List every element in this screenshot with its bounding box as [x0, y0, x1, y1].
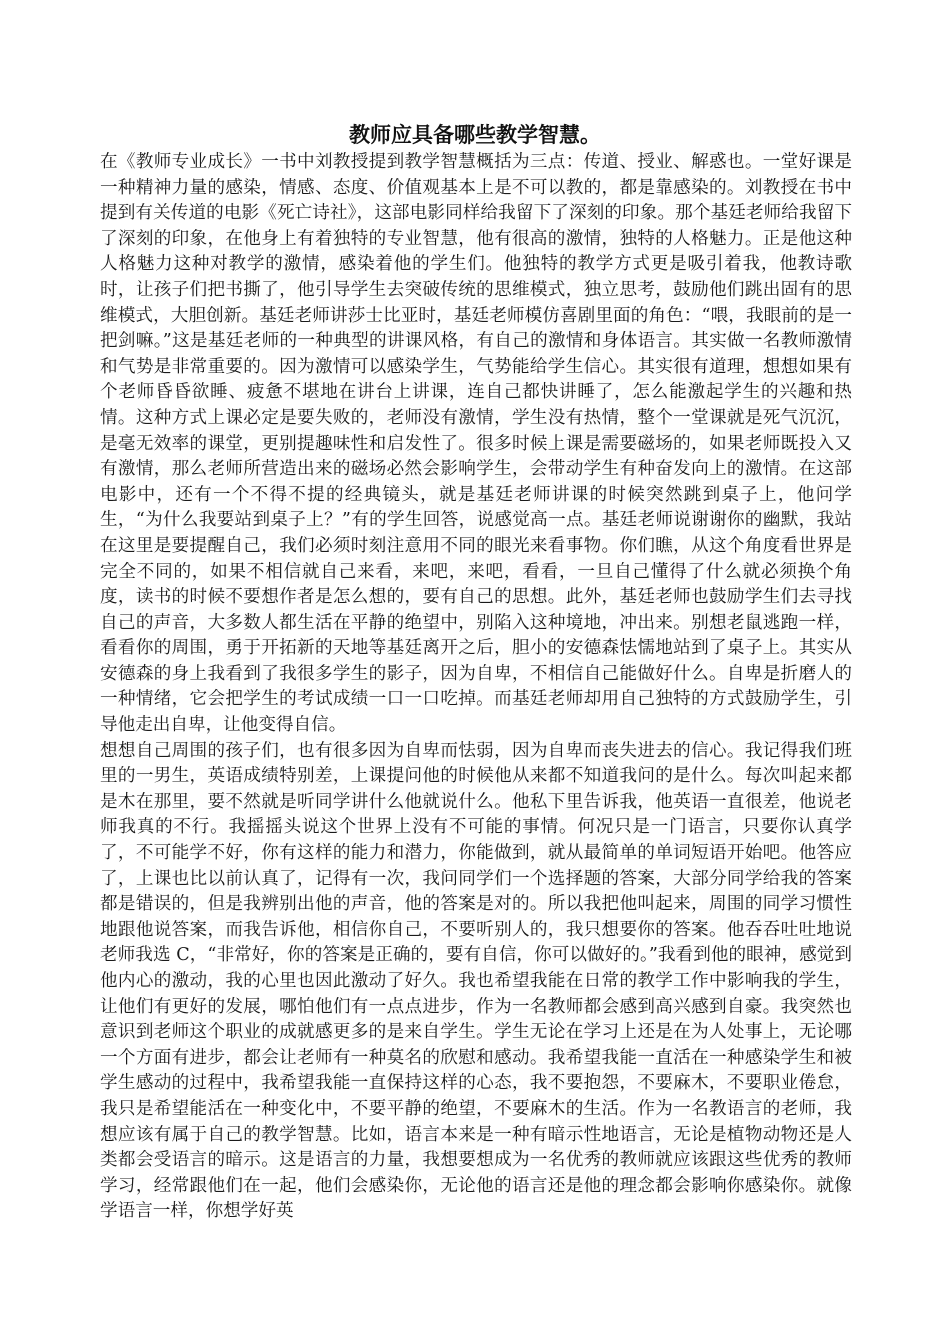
body-paragraph-2: 想想自己周围的孩子们，也有很多因为自卑而怯弱，因为自卑而丧失进去的信心。我记得我们班里的一男生，英语成绩特别差，上课提问他的时候他从来都不知道我问的是什么。每次叫起来都是木在那里，要不然就是听同学讲什么他就说什么。他私下里告诉我，他英语一直很差，他说老师我真的不行。我摇摇头说这个世界上没有不可能的事情。何况只是一门语言，只要你认真学了，不可能学不好，你有这样的能力和潜力，你能做到，就从最简单的单词短语开始吧。他答应了，上课也比以前认真了，记得有一次，我问同学们一个选择题的答案，大部分同学给我的答案都是错误的，但是我辨别出他的声音，他的答案是对的。所以我把他叫起来，周围的同学习惯性地跟他说答案，而我告诉他，相信你自己，不要听别人的，我只想要你的答案。他吞吞吐吐地说老师我选 C，“非常好，你的答案是正确的，要有自信，你可以做好的。”我看到他的眼神，感觉到他内心的激动，我的心里也因此激动了好久。我也希望我能在日常的教学工作中影响我的学生，让他们有更好的发展，哪怕他们有一点点进步，作为一名教师都会感到高兴感到自豪。我突然也意识到老师这个职业的成就感更多的是来自学生。学生无论在学习上还是在为人处事上，无论哪一个方面有进步，都会让老师有一种莫名的欣慰和感动。我希望我能一直活在一种感染学生和被学生感动的过程中，我希望我能一直保持这样的心态，我不要抱怨，不要麻木，不要职业倦怠，我只是希望能活在一种变化中，不要平静的绝望，不要麻木的生活。作为一名教语言的老师，我想应该有属于自己的教学智慧。比如，语言本来是一种有暗示性地语言，无论是植物动物还是人类都会受语言的暗示。这是语言的力量，我想要想成为一名优秀的教师就应该跟这些优秀的教师学习，经常跟他们在一起，他们会感染你，无论他的语言还是他的理念都会影响你感染你。就像学语言一样，你想学好英 — [100, 740, 852, 1222]
document-body — [100, 150, 852, 1225]
body-paragraph-1: 在《教师专业成长》一书中刘教授提到教学智慧概括为三点：传道、授业、解惑也。一堂好课是一种精神力量的感染，情感、态度、价值观基本上是不可以教的，都是靠感染的。刘教授在书中提到有关传道的电影《死亡诗社》，这部电影同样给我留下了深刻的印象。那个基廷老师给我留下了深刻的印象，在他身上有着独特的专业智慧，他有很高的激情，独特的人格魅力。正是他这种人格魅力这种对教学的激情，感染着他的学生们。他独特的教学方式更是吸引着我，他教诗歌时，让孩子们把书撕了，他引导学生去突破传统的思维模式，独立思考，鼓励他们跳出固有的思维模式，大胆创新。基廷老师讲莎士比亚时，基廷老师模仿喜剧里面的角色：“喂，我眼前的是一把剑嘛。”这是基廷老师的一种典型的讲课风格，有自己的激情和身体语言。其实做一名教师激情和气势是非常重要的。因为激情可以感染学生，气势能给学生信心。其实很有道理，想想如果有个老师昏昏欲睡、疲惫不堪地在讲台上讲课，连自己都快讲睡了，怎么能激起学生的兴趣和热情。这种方式上课必定是要失败的，老师没有激情，学生没有热情，整个一堂课就是死气沉沉，是毫无效率的课堂，更别提趣味性和启发性了。很多时候上课是需要磁场的，如果老师既投入又有激情，那么老师所营造出来的磁场必然会影响学生，会带动学生有种奋发向上的激情。在这部电影中，还有一个不得不提的经典镜头，就是基廷老师讲课的时候突然跳到桌子上，他问学生，“为什么我要站到桌子上？”有的学生回答，说感觉高一点。基廷老师说谢谢你的幽默，我站在这里是要提醒自己，我们必须时刻注意用不同的眼光来看事物。你们瞧，从这个角度看世界是完全不同的，如果不相信就自己来看，来吧，来吧，看看，一旦自己懂得了什么就必须换个角度，读书的时候不要想作者是怎么想的，要有自己的思想。此外，基廷老师也鼓励学生们去寻找自己的声音，大多数人都生活在平静的绝望中，别陷入这种境地，冲出来。别想老鼠逃跑一样，看看你的周围，勇于开拓新的天地等基廷离开之后，胆小的安德森怯懦地站到了桌子上。其实从安德森的身上我看到了我很多学生的影子，因为自卑，不相信自己能做好什么。自卑是折磨人的一种情绪，它会把学生的考试成绩一口一口吃掉。而基廷老师却用自己独特的方式鼓励学生，引导他走出自卑，让他变得自信。 — [100, 152, 852, 736]
document-title: 教师应具备哪些教学智慧。 — [349, 122, 601, 147]
